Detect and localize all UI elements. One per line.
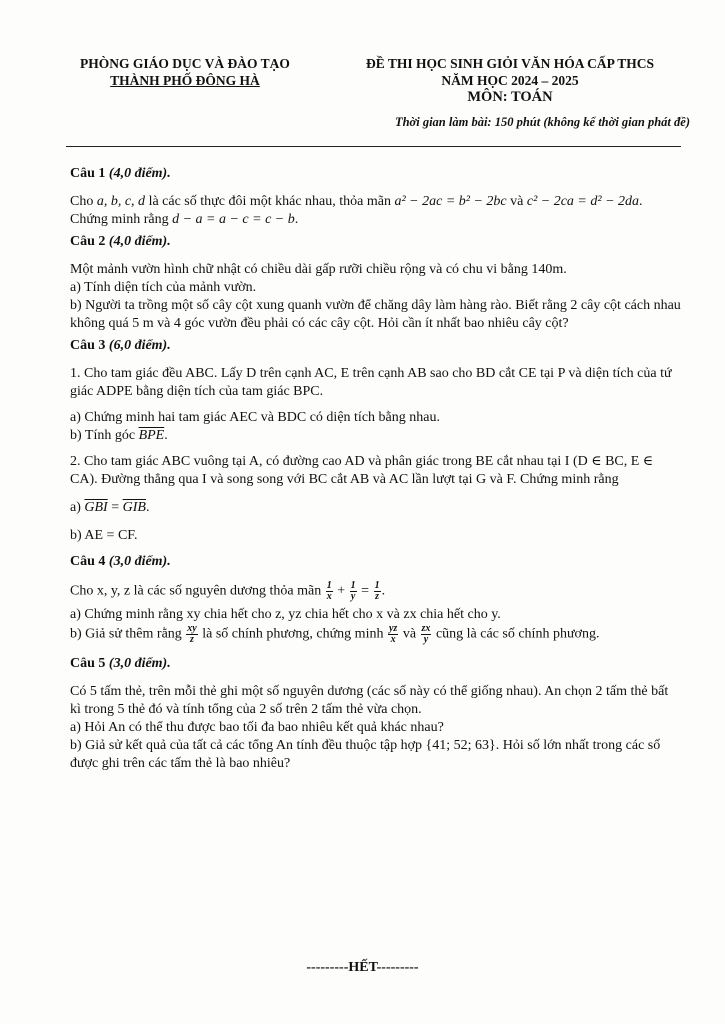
fraction-1-over-x: $\frac{1}{x}$	[326, 580, 332, 602]
q4-intro-text: Cho x, y, z là các số nguyên dương thỏa mãn	[70, 583, 325, 599]
question-4-part-b	[70, 624, 682, 645]
fraction-1-over-z: $\frac{1}{z}$	[374, 580, 380, 602]
question-2-label: Câu 2	[70, 234, 106, 249]
question-3-part-1a: a) Chứng minh hai tam giác AEC và BDC có diện tích bằng nhau.	[70, 410, 440, 425]
question-2-points: (4,0 điểm).	[108, 234, 171, 249]
q3-2a-label: a)	[70, 500, 85, 515]
question-2-part-b: b) Người ta trồng một số cây cột xung quanh vườn để chăng dây làm hàng rào. Biết rằng 2 cây cột cách nhau không quá 5 m và 4 góc vườn đều phải có các cây cột. Hỏi cần ít nhất bao nhiêu cây cột?	[70, 298, 681, 331]
header-divider	[66, 146, 681, 147]
question-2-part-a: a) Tính diện tích của mảnh vườn.	[70, 280, 257, 295]
exam-title: ĐỀ THI HỌC SINH GIỎI VĂN HÓA CẤP THCS	[365, 56, 655, 71]
question-5-intro: Có 5 tấm thẻ, trên mỗi thẻ ghi một số nguyên dương (các số này có thể giống nhau). An chọn 2 tấm thẻ bất kì trong 5 thẻ đó và tính tổng của 2 số trên 2 tấm thẻ vừa chọn.	[70, 684, 669, 717]
question-3-part-2b: b) AE = CF.	[70, 528, 138, 543]
q1-text-a: Cho	[70, 194, 97, 209]
question-3-part-1: 1. Cho tam giác đều ABC. Lấy D trên cạnh AC, E trên cạnh AB sao cho BD cắt CE tại P và diện tích của tứ giác ADPE bằng diện tích của tam giác BPC.	[70, 366, 672, 399]
question-4-label: Câu 4	[70, 554, 106, 569]
question-4-points: (3,0 điểm).	[108, 554, 171, 569]
q1-text-d: . Chứng minh rằng	[70, 194, 643, 227]
question-3-points: (6,0 điểm).	[108, 338, 171, 353]
q1-eq1: a² − 2ac = b² − 2bc	[394, 194, 507, 209]
question-1-title	[70, 165, 682, 183]
q4-b-4: cũng là các số chính phương.	[432, 626, 600, 642]
q1-eq3: d − a = a − c = c − b	[172, 212, 295, 227]
question-1-label: Câu 1	[70, 166, 106, 181]
q4-b-2: là số chính phương, chứng minh	[198, 626, 387, 642]
subject: MÔN: TOÁN	[467, 89, 553, 105]
department-name: PHÒNG GIÁO DỤC VÀ ĐÀO TẠO	[80, 56, 290, 71]
question-4-title	[70, 553, 682, 571]
q1-text-e: .	[294, 212, 299, 227]
question-1-points: (4,0 điểm).	[108, 166, 171, 181]
question-5-label: Câu 5	[70, 656, 106, 671]
fraction-xy-over-z: $\frac{xy}{z}$	[187, 623, 197, 645]
question-3-title	[70, 337, 682, 355]
question-5-points: (3,0 điểm).	[108, 656, 171, 671]
q1-vars: a, b, c, d	[96, 194, 146, 209]
question-3-part-1b: b) Tính góc $\overline{BPE}$.	[70, 428, 168, 443]
q4-b-3: và	[399, 626, 420, 642]
question-3-part-2: 2. Cho tam giác ABC vuông tại A, có đường cao AD và phân giác trong BE cắt nhau tại I (D ∈ BC, E ∈ CA). Đường thẳng qua I và song song với BC cắt AB và AC lần lượt tại G và F. Chứng minh rằng	[70, 454, 654, 487]
fraction-1-over-y: $\frac{1}{y}$	[350, 580, 356, 602]
city-name-text: THÀNH PHỐ ĐÔNG HÀ	[110, 73, 260, 88]
question-2-intro: Một mảnh vườn hình chữ nhật có chiều dài gấp rưỡi chiều rộng và có chu vi bằng 140m.	[70, 262, 567, 277]
question-3-label: Câu 3	[70, 338, 106, 353]
question-2-title	[70, 233, 682, 251]
q4-b-1: b) Giả sử thêm rằng	[70, 626, 186, 642]
question-5-part-b: b) Giả sử kết quả của tất cả các tổng An tính đều thuộc tập hợp {41; 52; 63}. Hỏi số lớn nhất trong các số được ghi trên các tấm thẻ là bao nhiêu?	[70, 738, 661, 771]
question-1-text	[70, 193, 682, 229]
exam-body	[70, 165, 682, 773]
school-year: NĂM HỌC 2024 – 2025	[441, 73, 579, 88]
q1-eq2: c² − 2ca = d² − 2da	[526, 194, 640, 209]
city-name	[60, 73, 310, 88]
question-5-title	[70, 655, 682, 673]
question-4-part-a: a) Chứng minh rằng xy chia hết cho z, yz chia hết cho x và zx chia hết cho y.	[70, 607, 501, 622]
q1-text-c: và	[506, 194, 524, 209]
question-4-intro: Cho x, y, z là các số nguyên dương thỏa mãn $\frac{1}{x}$ + $\frac{1}{y}$ = $\frac{1}{z}$ .	[70, 580, 386, 602]
question-5-part-a: a) Hỏi An có thể thu được bao tối đa bao nhiêu kết quả khác nhau?	[70, 720, 444, 735]
q3-2a-right-angle: $\overline{GIB}$	[122, 500, 146, 515]
q3-2a-left-angle: $\overline{GBI}$	[84, 500, 108, 515]
question-3-part-2a: a) $\overline{GBI} = \overline{GIB}$.	[70, 500, 150, 515]
end-marker: ---------HẾT---------	[306, 960, 419, 975]
fraction-yz-over-x: $\frac{yz}{x}$	[388, 623, 398, 645]
fraction-zx-over-y: $\frac{zx}{y}$	[421, 623, 431, 645]
q3-1b-label: b) Tính góc	[70, 428, 139, 443]
q1-text-b: là các số thực đôi một khác nhau, thỏa mãn	[145, 194, 395, 209]
q3-1b-angle: $\overline{BPE}$	[138, 428, 165, 443]
time-limit: Thời gian làm bài: 150 phút (không kể thời gian phát đề)	[394, 115, 690, 129]
